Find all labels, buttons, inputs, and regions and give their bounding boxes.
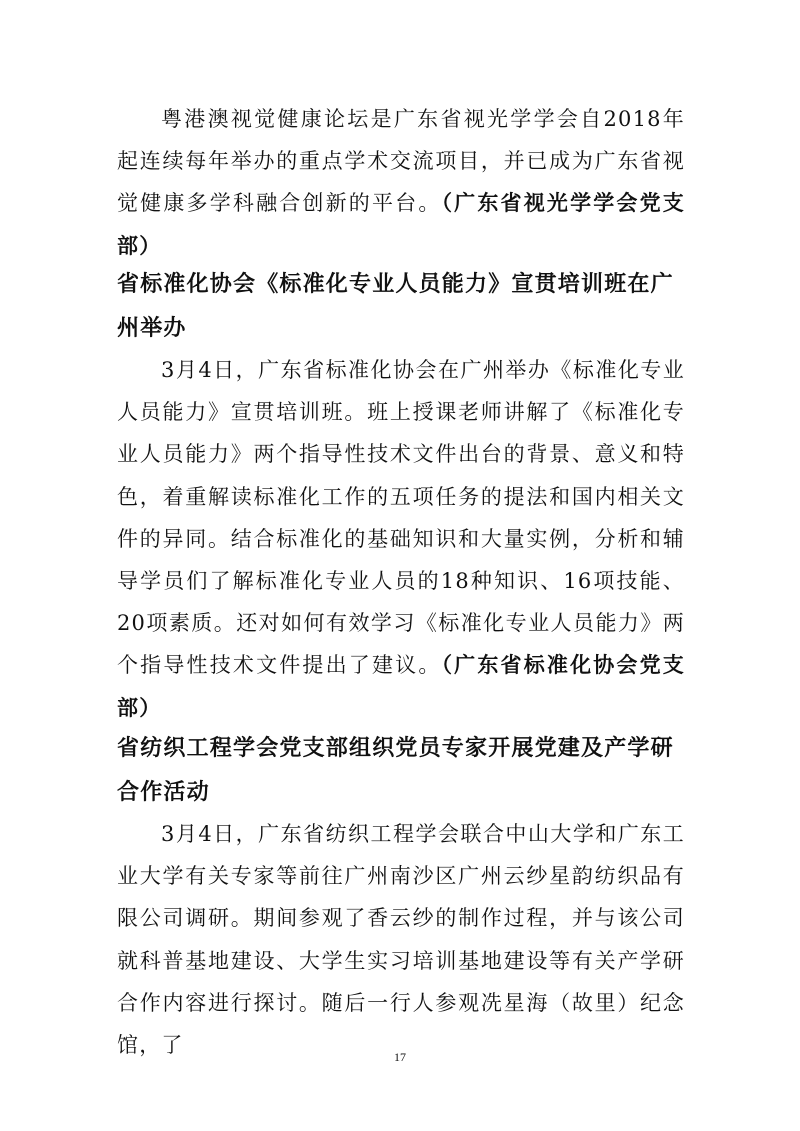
textile-activity-paragraph [117, 813, 685, 1066]
standardization-training-heading: 省标准化协会《标准化专业人员能力》宣贯培训班在广州举办 [117, 272, 674, 341]
textile-activity-body: 3月4日，广东省纺织工程学会联合中山大学和广东工业大学有关专家等前往广州南沙区广州云纱星韵纺织品有限公司调研。期间参观了香云纱的制作过程，并与该公司就科普基地建设、大学生实习培训基地建设等有关产学研合作内容进行探讨。随后一行人参观冼星海（故里）纪念馆，了 [117, 822, 685, 1058]
standardization-source-label: （广东省标准化协会党支部） [117, 653, 685, 720]
forum-paragraph [117, 98, 685, 267]
page-number: 17 [394, 1050, 406, 1064]
standardization-training-paragraph [117, 349, 685, 729]
textile-activity-heading: 省纺织工程学会党支部组织党员专家开展党建及产学研合作活动 [117, 736, 674, 805]
standardization-training-body: 3月4日，广东省标准化协会在广州举办《标准化专业人员能力》宣贯培训班。班上授课老师讲解了《标准化专业人员能力》两个指导性技术文件出台的背景、意义和特色，着重解读标准化工作的五项任务的提法和国内相关文件的异同。结合标准化的基础知识和大量实例，分析和辅导学员们了解标准化专业人员的18种知识、16项技能、20项素质。还对如何有效学习《标准化专业人员能力》两个指导性技术文件提出了建议。 [117, 358, 685, 678]
forum-source-label: （广东省视光学学会党支部） [117, 191, 685, 258]
forum-paragraph-body: 粤港澳视觉健康论坛是广东省视光学学会自2018年起连续每年举办的重点学术交流项目，并已成为广东省视觉健康多学科融合创新的平台。 [117, 107, 685, 216]
